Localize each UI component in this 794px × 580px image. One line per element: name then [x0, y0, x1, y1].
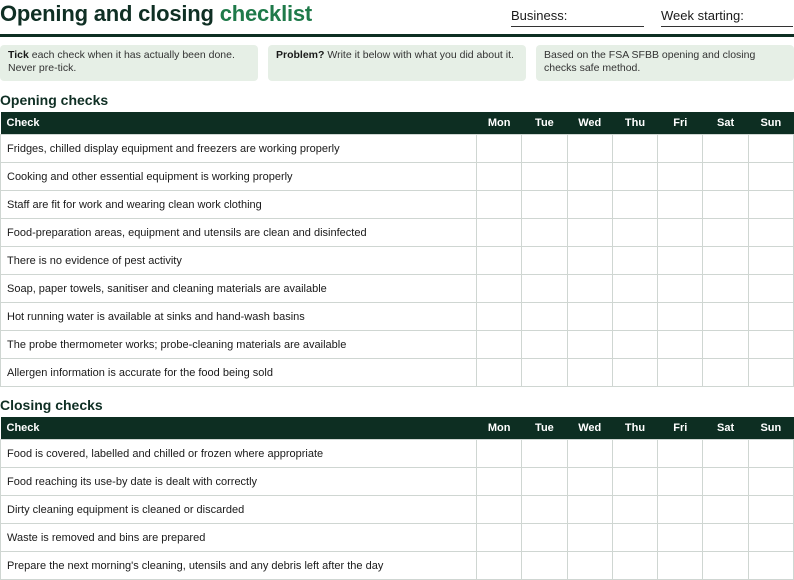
day-header-tue: Tue [522, 112, 567, 135]
opening-header-row [1, 112, 794, 135]
tick-cell-fri[interactable] [658, 247, 703, 275]
tick-cell-mon[interactable] [477, 331, 522, 359]
tick-cell-sat[interactable] [703, 303, 748, 331]
problem-instruction-note [268, 45, 526, 81]
tick-cell-fri[interactable] [658, 163, 703, 191]
check-item-label: Waste is removed and bins are prepared [1, 524, 477, 552]
closing-section-title: Closing checks [0, 397, 103, 413]
tick-cell-sat[interactable] [703, 552, 748, 580]
problem-note-text: Write it below with what you did about it. [324, 49, 514, 61]
tick-cell-wed[interactable] [567, 524, 612, 552]
tick-note-bold: Tick [8, 49, 29, 61]
tick-cell-sat[interactable] [703, 191, 748, 219]
tick-cell-fri[interactable] [658, 331, 703, 359]
table-row [1, 191, 794, 219]
tick-cell-sat[interactable] [703, 275, 748, 303]
week-starting-label: Week starting: [661, 8, 744, 23]
tick-cell-sun[interactable] [748, 135, 793, 163]
tick-cell-tue[interactable] [522, 135, 567, 163]
check-item-label: The probe thermometer works; probe-cleaning materials are available [1, 331, 477, 359]
business-label: Business: [511, 8, 568, 23]
closing-header-row [1, 417, 794, 440]
tick-cell-thu[interactable] [612, 247, 657, 275]
tick-cell-mon[interactable] [477, 275, 522, 303]
tick-cell-tue[interactable] [522, 191, 567, 219]
tick-cell-mon[interactable] [477, 219, 522, 247]
tick-cell-fri[interactable] [658, 275, 703, 303]
table-row [1, 468, 794, 496]
table-row [1, 331, 794, 359]
tick-cell-sun[interactable] [748, 468, 793, 496]
tick-cell-fri[interactable] [658, 219, 703, 247]
tick-cell-tue[interactable] [522, 440, 567, 468]
tick-cell-sun[interactable] [748, 275, 793, 303]
tick-cell-sun[interactable] [748, 247, 793, 275]
tick-cell-sun[interactable] [748, 524, 793, 552]
table-row [1, 163, 794, 191]
opening-checks-table [0, 112, 794, 387]
tick-cell-sun[interactable] [748, 496, 793, 524]
tick-cell-thu[interactable] [612, 524, 657, 552]
check-item-label: Cooking and other essential equipment is working properly [1, 163, 477, 191]
tick-cell-tue[interactable] [522, 468, 567, 496]
tick-cell-fri[interactable] [658, 552, 703, 580]
tick-cell-sat[interactable] [703, 468, 748, 496]
tick-cell-wed[interactable] [567, 440, 612, 468]
tick-cell-thu[interactable] [612, 331, 657, 359]
day-header-fri: Fri [658, 112, 703, 135]
day-header-fri: Fri [658, 417, 703, 440]
tick-cell-sat[interactable] [703, 331, 748, 359]
tick-cell-tue[interactable] [522, 163, 567, 191]
check-item-label: Food-preparation areas, equipment and utensils are clean and disinfected [1, 219, 477, 247]
day-header-mon: Mon [477, 417, 522, 440]
tick-cell-tue[interactable] [522, 496, 567, 524]
page-title [0, 1, 312, 27]
day-header-sat: Sat [703, 112, 748, 135]
tick-cell-wed[interactable] [567, 247, 612, 275]
tick-cell-fri[interactable] [658, 440, 703, 468]
check-item-label: Prepare the next morning's cleaning, utensils and any debris left after the day [1, 552, 477, 580]
tick-note-text: each check when it has actually been done. Never pre-tick. [8, 49, 235, 74]
tick-cell-wed[interactable] [567, 163, 612, 191]
table-row [1, 359, 794, 387]
check-item-label: Fridges, chilled display equipment and freezers are working properly [1, 135, 477, 163]
table-row [1, 552, 794, 580]
tick-cell-sun[interactable] [748, 191, 793, 219]
header-rule [0, 34, 794, 37]
tick-cell-wed[interactable] [567, 303, 612, 331]
table-row [1, 303, 794, 331]
check-column-header: Check [1, 112, 477, 135]
tick-cell-fri[interactable] [658, 468, 703, 496]
opening-section-title: Opening checks [0, 92, 109, 108]
table-row [1, 247, 794, 275]
tick-cell-fri[interactable] [658, 135, 703, 163]
tick-cell-mon[interactable] [477, 191, 522, 219]
tick-cell-thu[interactable] [612, 496, 657, 524]
tick-cell-sat[interactable] [703, 219, 748, 247]
tick-cell-sun[interactable] [748, 440, 793, 468]
check-item-label: Staff are fit for work and wearing clean work clothing [1, 191, 477, 219]
tick-cell-sun[interactable] [748, 219, 793, 247]
business-field[interactable] [511, 8, 644, 27]
title-main: Opening and closing [0, 1, 220, 26]
tick-cell-thu[interactable] [612, 303, 657, 331]
tick-cell-thu[interactable] [612, 275, 657, 303]
day-header-thu: Thu [612, 112, 657, 135]
table-row [1, 275, 794, 303]
tick-cell-mon[interactable] [477, 163, 522, 191]
check-item-label: There is no evidence of pest activity [1, 247, 477, 275]
tick-cell-sat[interactable] [703, 524, 748, 552]
table-row [1, 524, 794, 552]
tick-cell-tue[interactable] [522, 331, 567, 359]
tick-cell-sun[interactable] [748, 163, 793, 191]
tick-cell-tue[interactable] [522, 359, 567, 387]
tick-cell-thu[interactable] [612, 359, 657, 387]
problem-note-bold: Problem? [276, 49, 325, 61]
check-item-label: Allergen information is accurate for the food being sold [1, 359, 477, 387]
closing-checks-table [0, 417, 794, 580]
day-header-thu: Thu [612, 417, 657, 440]
day-header-mon: Mon [477, 112, 522, 135]
tick-cell-sat[interactable] [703, 440, 748, 468]
day-header-tue: Tue [522, 417, 567, 440]
tick-cell-thu[interactable] [612, 440, 657, 468]
tick-cell-wed[interactable] [567, 496, 612, 524]
tick-cell-sun[interactable] [748, 552, 793, 580]
tick-cell-mon[interactable] [477, 135, 522, 163]
tick-cell-fri[interactable] [658, 496, 703, 524]
day-header-sun: Sun [748, 417, 793, 440]
tick-cell-thu[interactable] [612, 135, 657, 163]
tick-cell-sat[interactable] [703, 359, 748, 387]
check-item-label: Soap, paper towels, sanitiser and cleaning materials are available [1, 275, 477, 303]
table-row [1, 219, 794, 247]
tick-cell-wed[interactable] [567, 135, 612, 163]
tick-cell-tue[interactable] [522, 247, 567, 275]
tick-cell-thu[interactable] [612, 191, 657, 219]
day-header-sat: Sat [703, 417, 748, 440]
tick-cell-sun[interactable] [748, 359, 793, 387]
tick-cell-fri[interactable] [658, 524, 703, 552]
title-accent: checklist [219, 1, 313, 26]
day-header-sun: Sun [748, 112, 793, 135]
tick-cell-wed[interactable] [567, 219, 612, 247]
check-item-label: Food is covered, labelled and chilled or frozen where appropriate [1, 440, 477, 468]
page-header [0, 0, 794, 37]
table-row [1, 440, 794, 468]
table-row [1, 496, 794, 524]
tick-cell-wed[interactable] [567, 191, 612, 219]
tick-cell-mon[interactable] [477, 359, 522, 387]
tick-instruction-note [0, 45, 258, 81]
tick-cell-mon[interactable] [477, 524, 522, 552]
check-column-header: Check [1, 417, 477, 440]
tick-cell-wed[interactable] [567, 275, 612, 303]
tick-cell-sat[interactable] [703, 247, 748, 275]
tick-cell-wed[interactable] [567, 331, 612, 359]
tick-cell-wed[interactable] [567, 359, 612, 387]
tick-cell-mon[interactable] [477, 468, 522, 496]
day-header-wed: Wed [567, 112, 612, 135]
tick-cell-sun[interactable] [748, 331, 793, 359]
tick-cell-fri[interactable] [658, 303, 703, 331]
tick-cell-tue[interactable] [522, 219, 567, 247]
tick-cell-tue[interactable] [522, 524, 567, 552]
tick-cell-thu[interactable] [612, 219, 657, 247]
tick-cell-tue[interactable] [522, 275, 567, 303]
tick-cell-tue[interactable] [522, 303, 567, 331]
tick-cell-thu[interactable] [612, 163, 657, 191]
source-note-text: Based on the FSA SFBB opening and closing checks safe method. [544, 49, 756, 74]
tick-cell-mon[interactable] [477, 247, 522, 275]
tick-cell-tue[interactable] [522, 552, 567, 580]
tick-cell-sat[interactable] [703, 163, 748, 191]
tick-cell-mon[interactable] [477, 552, 522, 580]
tick-cell-thu[interactable] [612, 552, 657, 580]
tick-cell-thu[interactable] [612, 468, 657, 496]
check-item-label: Food reaching its use-by date is dealt with correctly [1, 468, 477, 496]
week-starting-field[interactable] [661, 8, 793, 27]
table-row [1, 135, 794, 163]
tick-cell-sat[interactable] [703, 135, 748, 163]
tick-cell-wed[interactable] [567, 468, 612, 496]
tick-cell-sat[interactable] [703, 496, 748, 524]
tick-cell-sun[interactable] [748, 303, 793, 331]
tick-cell-wed[interactable] [567, 552, 612, 580]
tick-cell-fri[interactable] [658, 191, 703, 219]
check-item-label: Dirty cleaning equipment is cleaned or discarded [1, 496, 477, 524]
tick-cell-mon[interactable] [477, 440, 522, 468]
tick-cell-mon[interactable] [477, 496, 522, 524]
tick-cell-fri[interactable] [658, 359, 703, 387]
check-item-label: Hot running water is available at sinks and hand-wash basins [1, 303, 477, 331]
day-header-wed: Wed [567, 417, 612, 440]
source-note [536, 45, 794, 81]
tick-cell-mon[interactable] [477, 303, 522, 331]
